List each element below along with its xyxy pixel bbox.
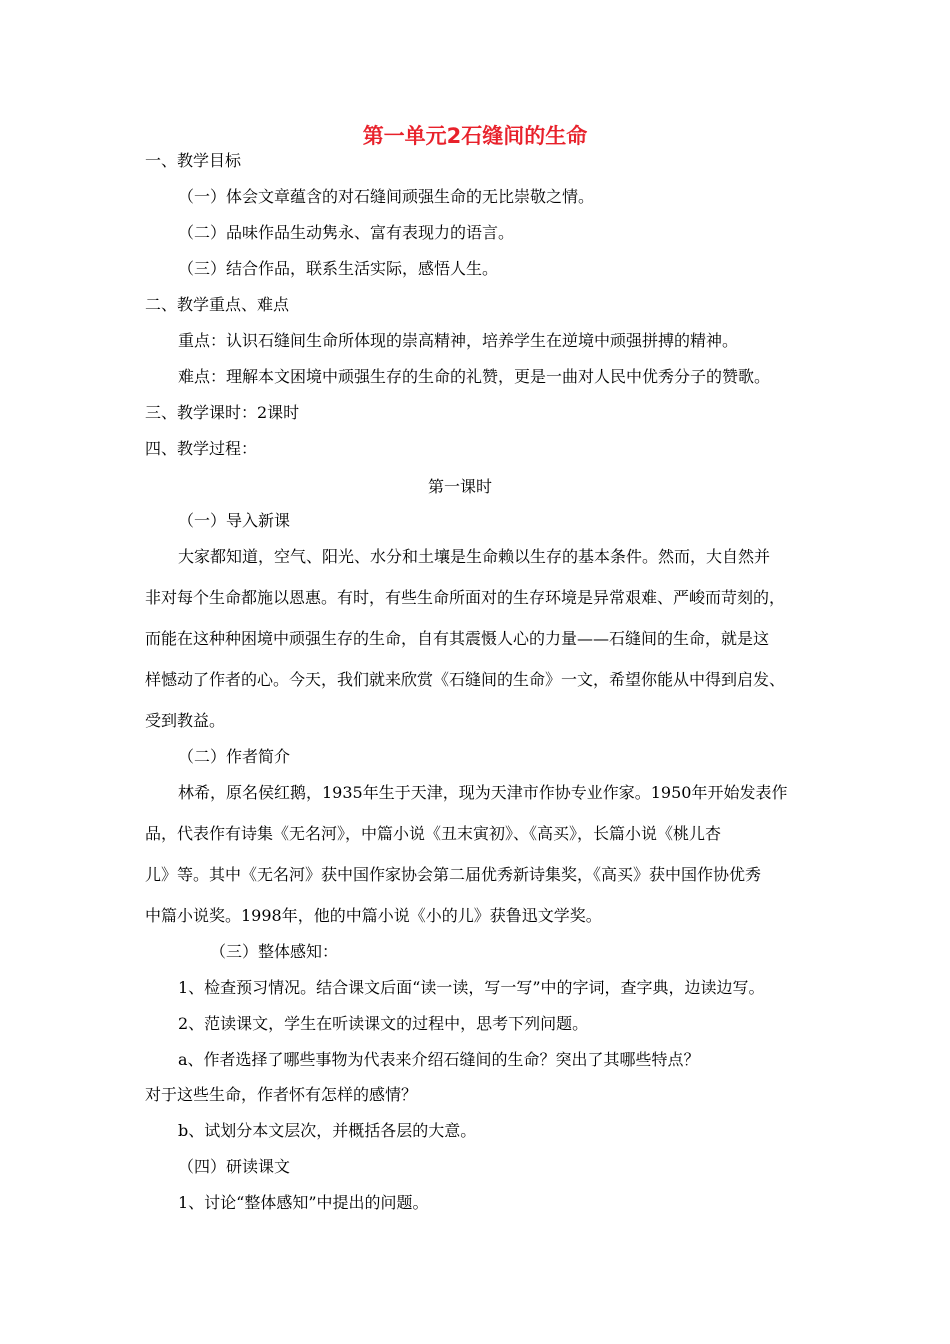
paragraph-line: 中篇小说奖。1998年，他的中篇小说《小的儿》获鲁迅文学奖。	[145, 906, 602, 925]
paragraph-line: 非对每个生命都施以恩惠。有时，有些生命所面对的生存环境是异常艰难、严峻而苛刻的，	[145, 588, 786, 607]
subsection-title-intro: （一）导入新课	[178, 511, 291, 530]
difficult-point-text: 难点：理解本文困境中顽强生存的生命的礼赞，更是一曲对人民中优秀分子的赞歌。	[178, 367, 771, 386]
subsection-title-overview: （三）整体感知：	[210, 942, 339, 961]
subsection-title-author: （二）作者简介	[178, 747, 291, 766]
objective-item: （一）体会文章蕴含的对石缝间顽强生命的无比崇敬之情。	[178, 187, 595, 206]
section-heading-hours: 三、教学课时：2课时	[145, 403, 300, 422]
objective-item: （二）品味作品生动隽永、富有表现力的语言。	[178, 223, 515, 242]
paragraph-line: 大家都知道，空气、阳光、水分和土壤是生命赖以生存的基本条件。然而，大自然并	[178, 547, 771, 566]
objective-item: （三）结合作品，联系生活实际，感悟人生。	[178, 259, 499, 278]
section-heading-process: 四、教学过程：	[145, 439, 258, 458]
section-heading-key-points: 二、教学重点、难点	[145, 295, 290, 314]
paragraph-line: 受到教益。	[145, 711, 226, 730]
section-heading-objectives: 一、教学目标	[145, 151, 242, 170]
paragraph-line: 样憾动了作者的心。今天，我们就来欣赏《石缝间的生命》一文，希望你能从中得到启发、	[145, 670, 786, 689]
overview-item: 对于这些生命，作者怀有怎样的感情？	[145, 1085, 418, 1104]
key-point-text: 重点：认识石缝间生命所体现的崇高精神，培养学生在逆境中顽强拼搏的精神。	[178, 331, 739, 350]
document-title: 第一单元2石缝间的生命	[362, 124, 588, 148]
overview-item: 1、检查预习情况。结合课文后面“读一读，写一写”中的字词，查字典，边读边写。	[178, 978, 765, 997]
overview-item: 2、范读课文，学生在听读课文的过程中，思考下列问题。	[178, 1014, 589, 1033]
study-item: 1、讨论“整体感知”中提出的问题。	[178, 1193, 429, 1212]
paragraph-line: 品，代表作有诗集《无名河》，中篇小说《丑末寅初》、《高买》，长篇小说《桃儿杏	[145, 824, 722, 843]
overview-item: a、作者选择了哪些事物为代表来介绍石缝间的生命？突出了其哪些特点？	[178, 1050, 700, 1069]
paragraph-line: 儿》等。其中《无名河》获中国作家协会第二届优秀新诗集奖，《高买》获中国作协优秀	[145, 865, 762, 884]
paragraph-line: 林希，原名侯红鹅，1935年生于天津，现为天津市作协专业作家。1950年开始发表作	[178, 783, 788, 802]
paragraph-line: 而能在这种种困境中顽强生存的生命，自有其震慑人心的力量——石缝间的生命，就是这	[145, 629, 770, 648]
subsection-title-study: （四）研读课文	[178, 1157, 291, 1176]
overview-item: b、试划分本文层次，并概括各层的大意。	[178, 1121, 477, 1140]
lesson-heading: 第一课时	[427, 477, 492, 496]
